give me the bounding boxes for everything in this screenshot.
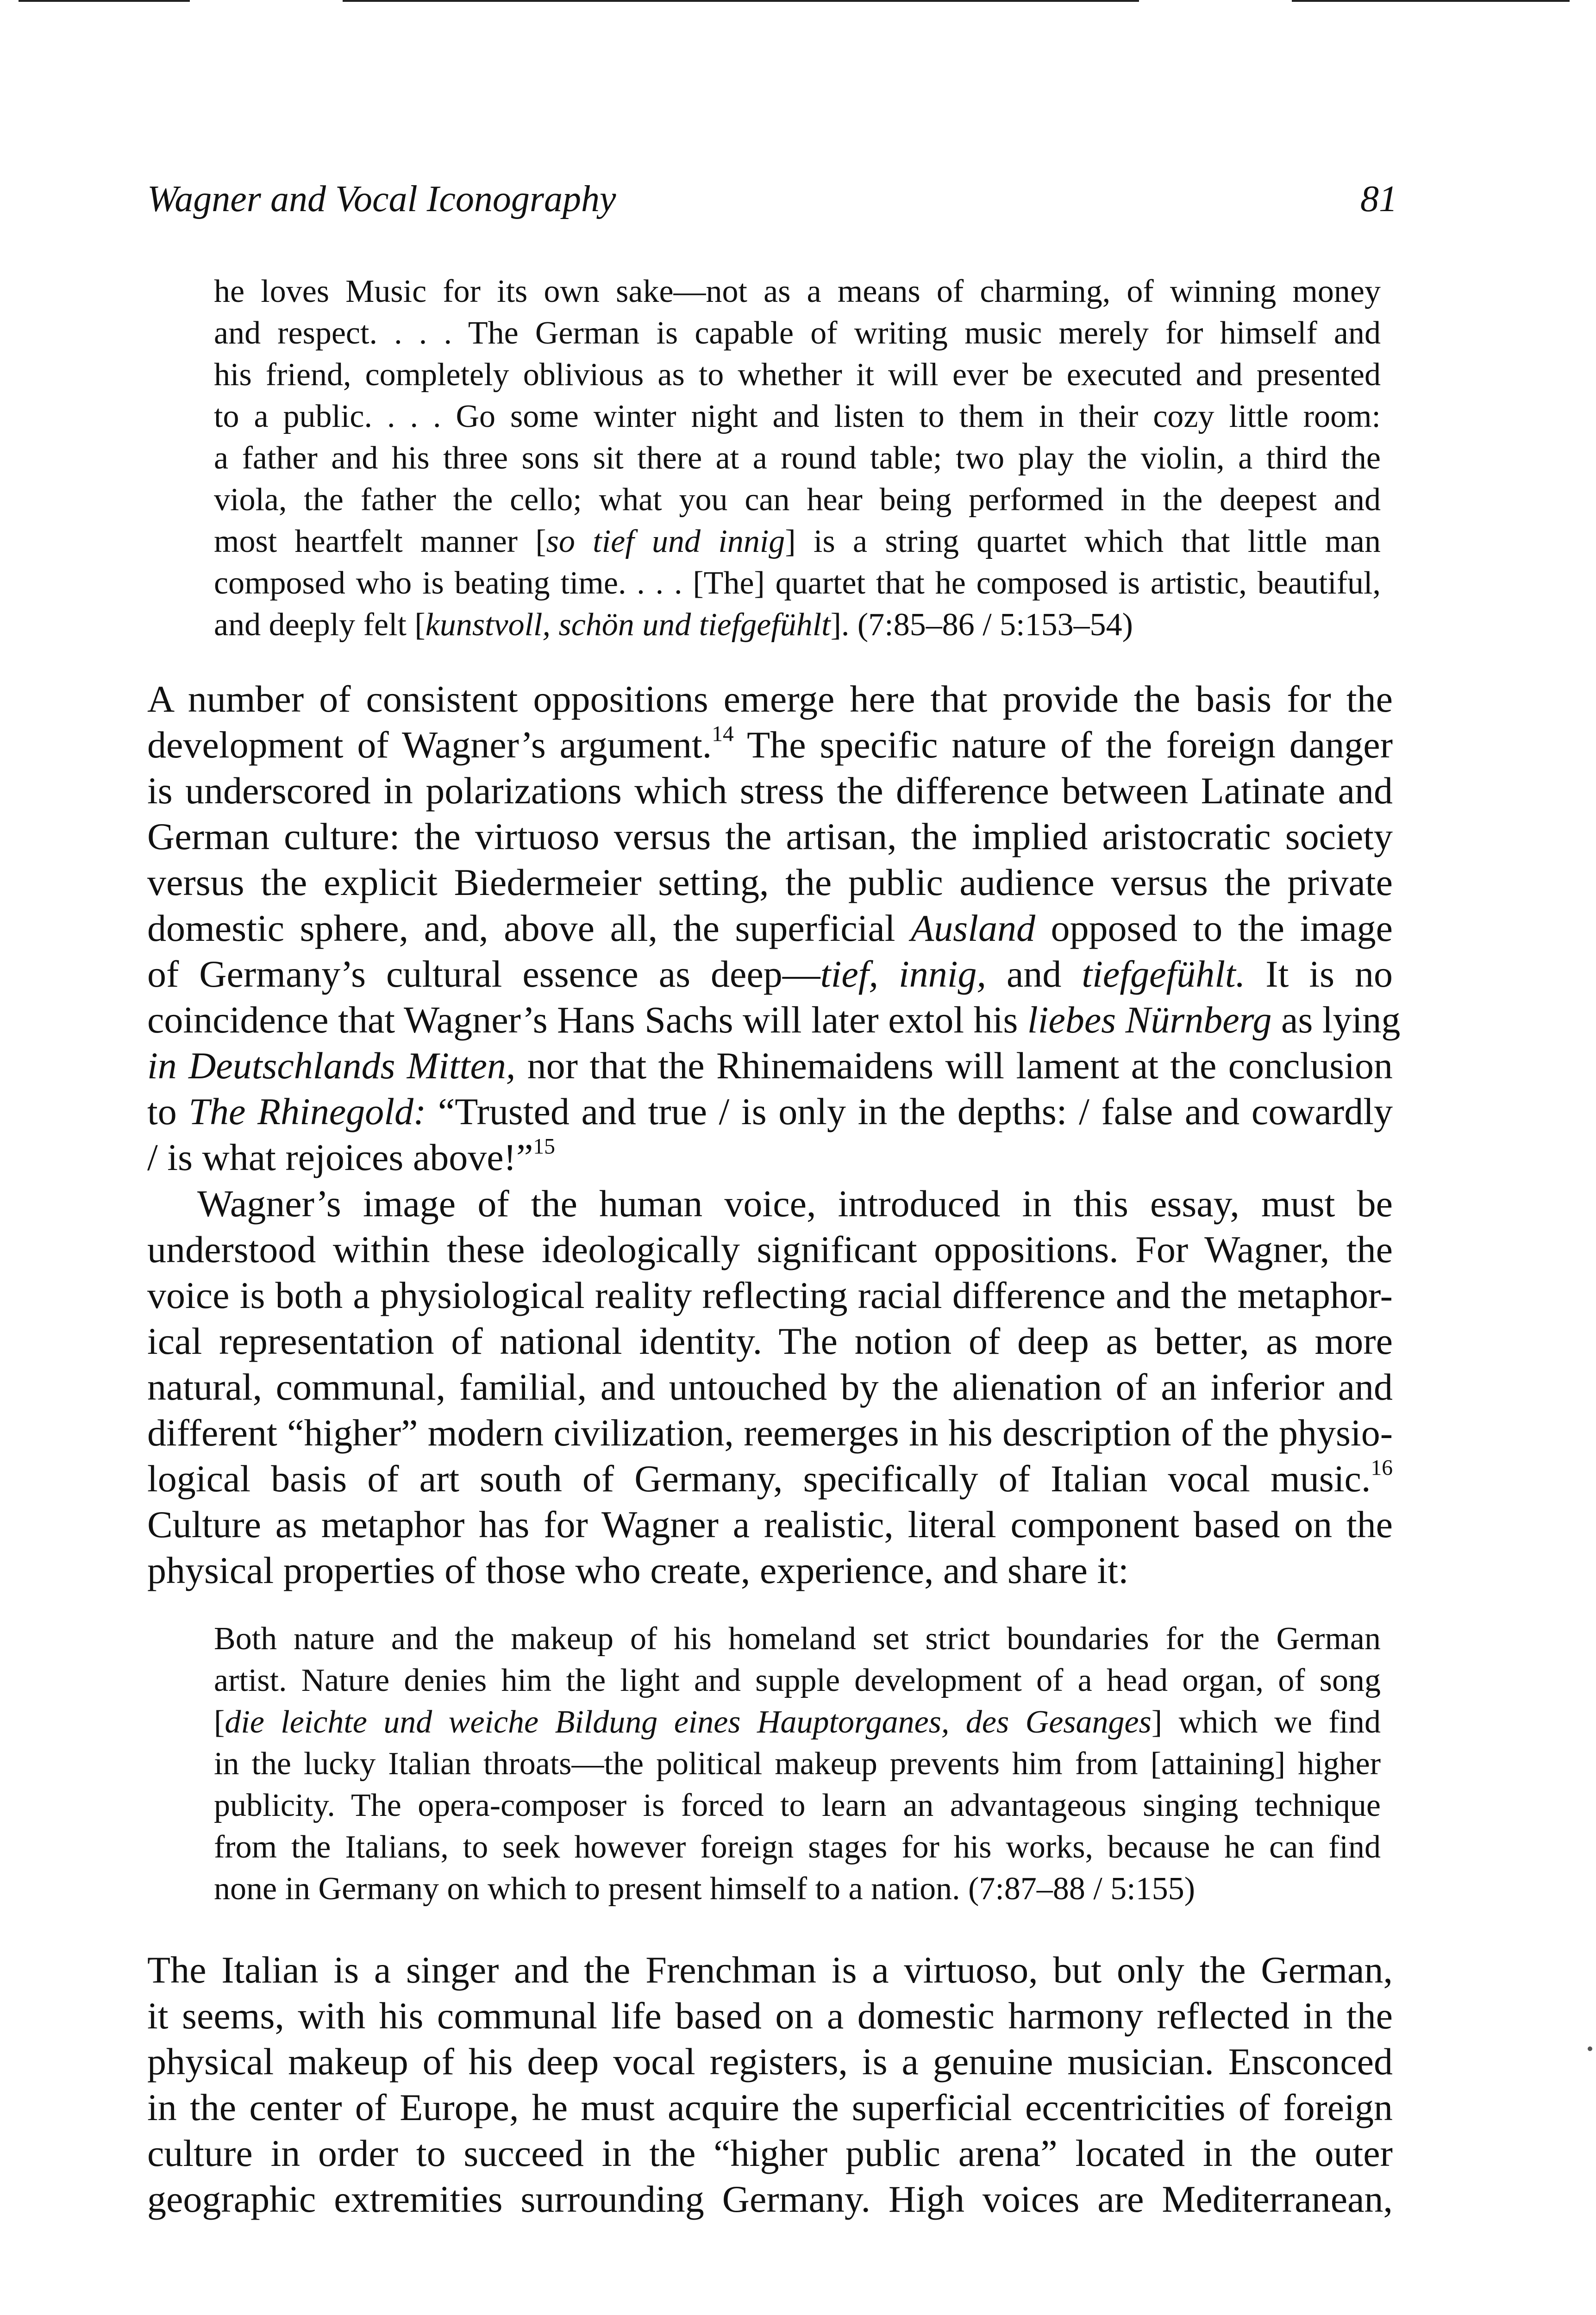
block-quote-2 bbox=[214, 1618, 1381, 1910]
paragraph-text: of Germany’s cultural essence as deep— bbox=[147, 953, 820, 995]
footnote-ref: 15 bbox=[533, 1134, 555, 1159]
paragraph-line: in the center of Europe, he must acquire the superficial eccentricities of foreign bbox=[147, 2086, 1393, 2128]
italic-term: tiefgefühlt. bbox=[1082, 953, 1246, 995]
paragraph-line: voice is both a physiological reality reflecting racial difference and the metaphor- bbox=[147, 1274, 1393, 1316]
paragraph-line: different “higher” modern civilization, reemerges in his description of the physio- bbox=[147, 1412, 1393, 1454]
paragraph-line: versus the explicit Biedermeier setting, the public audience versus the private bbox=[147, 861, 1393, 903]
paragraph-text: The specific nature of the foreign danger bbox=[733, 724, 1393, 766]
paragraph-3 bbox=[147, 1947, 1393, 2222]
italic-term: Ausland bbox=[911, 907, 1035, 949]
quote1-line: a father and his three sons sit there at a round table; two play the violin, a third the bbox=[214, 440, 1381, 476]
top-scan-rule-middle bbox=[343, 0, 1139, 2]
running-head bbox=[147, 171, 1397, 227]
paragraph-line: it seems, with his communal life based on a domestic harmony reflected in the bbox=[147, 1995, 1393, 2037]
paragraph-line bbox=[147, 1089, 1393, 1134]
paragraph-text: as lying bbox=[1271, 999, 1401, 1041]
quote1-line: his friend, completely oblivious as to whether it will ever be executed and presented bbox=[214, 357, 1381, 393]
quote1-line: he loves Music for its own sake—not as a means of charming, of winning money bbox=[214, 274, 1381, 309]
quote2-line: artist. Nature denies him the light and supple development of a head organ, of song bbox=[214, 1663, 1381, 1698]
paragraph-text: / is what rejoices above!” bbox=[147, 1136, 533, 1178]
quote2-german-phrase: die leichte und weiche Bildung eines Hauptorganes, des Gesanges bbox=[225, 1704, 1152, 1740]
paragraph-line bbox=[147, 997, 1401, 1043]
italic-term: in Deutschlands Mitten, bbox=[147, 1045, 516, 1087]
paragraph-line bbox=[147, 722, 1393, 768]
paragraph-text: to bbox=[147, 1090, 189, 1132]
paragraph-line: geographic extremities surrounding Germany. High voices are Mediterranean, bbox=[147, 2178, 1393, 2220]
paragraph-text: It is no bbox=[1245, 953, 1393, 995]
quote1-text: ] is a string quartet which that little man bbox=[785, 524, 1381, 559]
paragraph-text: coincidence that Wagner’s Hans Sachs will later extol his bbox=[147, 999, 1027, 1041]
paragraph-text: opposed to the image bbox=[1035, 907, 1393, 949]
quote2-text: ] which we find bbox=[1151, 1704, 1381, 1740]
quote2-line: none in Germany on which to present himself to a nation. (7:87–88 / 5:155) bbox=[214, 1871, 1195, 1907]
quote1-text: most heartfelt manner [ bbox=[214, 524, 546, 559]
quote1-citation: ]. (7:85–86 / 5:153–54) bbox=[830, 607, 1133, 643]
running-head-title: Wagner and Vocal Iconography bbox=[147, 179, 616, 219]
paragraph-text: and bbox=[986, 953, 1082, 995]
paragraph-text: logical basis of art south of Germany, specifically of Italian vocal music. bbox=[147, 1458, 1371, 1500]
paragraph-2 bbox=[147, 1181, 1393, 1593]
quote2-text: [ bbox=[214, 1704, 225, 1740]
paragraph-text: development of Wagner’s argument. bbox=[147, 724, 712, 766]
quote1-german-phrase: kunstvoll, schön und tiefgefühlt bbox=[425, 607, 831, 643]
quote2-line bbox=[214, 1702, 1381, 1743]
quote1-line bbox=[214, 521, 1381, 563]
paragraph-line: culture in order to succeed in the “higher public arena” located in the outer bbox=[147, 2132, 1393, 2174]
paragraph-text: “Trusted and true / is only in the depths: / false and cowardly bbox=[426, 1090, 1393, 1132]
paragraph-line bbox=[147, 951, 1393, 997]
scan-edge-mark bbox=[1588, 2046, 1592, 2051]
quote2-line: publicity. The opera-composer is forced to learn an advantageous singing technique bbox=[214, 1788, 1381, 1823]
quote1-line: and respect. . . . The German is capable of writing music merely for himself and bbox=[214, 315, 1381, 351]
paragraph-line: understood within these ideologically significant oppositions. For Wagner, the bbox=[147, 1228, 1393, 1270]
block-quote-1 bbox=[214, 271, 1381, 646]
paragraph-text: nor that the Rhinemaidens will lament at the conclusion bbox=[515, 1045, 1393, 1087]
quote1-line: to a public. . . . Go some winter night and listen to them in their cozy little room: bbox=[214, 399, 1381, 434]
top-scan-rule-left bbox=[19, 0, 190, 2]
page-number: 81 bbox=[1360, 179, 1397, 219]
paragraph-line: Culture as metaphor has for Wagner a realistic, literal component based on the bbox=[147, 1503, 1393, 1545]
paragraph-line: physical makeup of his deep vocal registers, is a genuine musician. Ensconced bbox=[147, 2040, 1393, 2083]
italic-title: The Rhinegold: bbox=[188, 1090, 426, 1132]
paragraph-line bbox=[147, 905, 1393, 951]
paragraph-line: German culture: the virtuoso versus the artisan, the implied aristocratic society bbox=[147, 815, 1393, 857]
paragraph-line: A number of consistent oppositions emerge here that provide the basis for the bbox=[147, 678, 1393, 720]
paragraph-line: physical properties of those who create, experience, and share it: bbox=[147, 1549, 1129, 1591]
paragraph-line: natural, communal, familial, and untouched by the alienation of an inferior and bbox=[147, 1366, 1393, 1408]
footnote-ref: 16 bbox=[1371, 1456, 1393, 1480]
quote1-text: and deeply felt [ bbox=[214, 607, 426, 643]
quote2-line: Both nature and the makeup of his homeland set strict boundaries for the German bbox=[214, 1621, 1381, 1657]
paragraph-line: The Italian is a singer and the Frenchman is a virtuoso, but only the German, bbox=[147, 1949, 1393, 1991]
italic-term: tief, innig, bbox=[820, 953, 987, 995]
paragraph-line: is underscored in polarizations which stress the difference between Latinate and bbox=[147, 770, 1393, 812]
paragraph-line bbox=[147, 1134, 1393, 1180]
top-scan-rule-right bbox=[1292, 0, 1570, 2]
quote1-line: viola, the father the cello; what you can hear being performed in the deepest and bbox=[214, 482, 1381, 518]
quote1-line bbox=[214, 604, 1381, 646]
italic-term: liebes Nürnberg bbox=[1027, 999, 1272, 1041]
quote1-german-phrase: so tief und innig bbox=[546, 524, 785, 559]
paragraph-line bbox=[147, 1043, 1393, 1089]
paragraph-1 bbox=[147, 676, 1401, 1180]
quote2-line: from the Italians, to seek however foreign stages for his works, because he can find bbox=[214, 1829, 1381, 1865]
paragraph-line: ical representation of national identity. The notion of deep as better, as more bbox=[147, 1320, 1393, 1362]
paragraph-line bbox=[147, 1456, 1393, 1502]
paragraph-text: domestic sphere, and, above all, the superficial bbox=[147, 907, 911, 949]
quote1-line: composed who is beating time. . . . [The] quartet that he composed is artistic, beautiful, bbox=[214, 565, 1381, 601]
footnote-ref: 14 bbox=[712, 722, 734, 746]
quote2-line: in the lucky Italian throats—the political makeup prevents him from [attaining] higher bbox=[214, 1746, 1381, 1782]
paragraph-line: Wagner’s image of the human voice, introduced in this essay, must be bbox=[197, 1183, 1393, 1225]
